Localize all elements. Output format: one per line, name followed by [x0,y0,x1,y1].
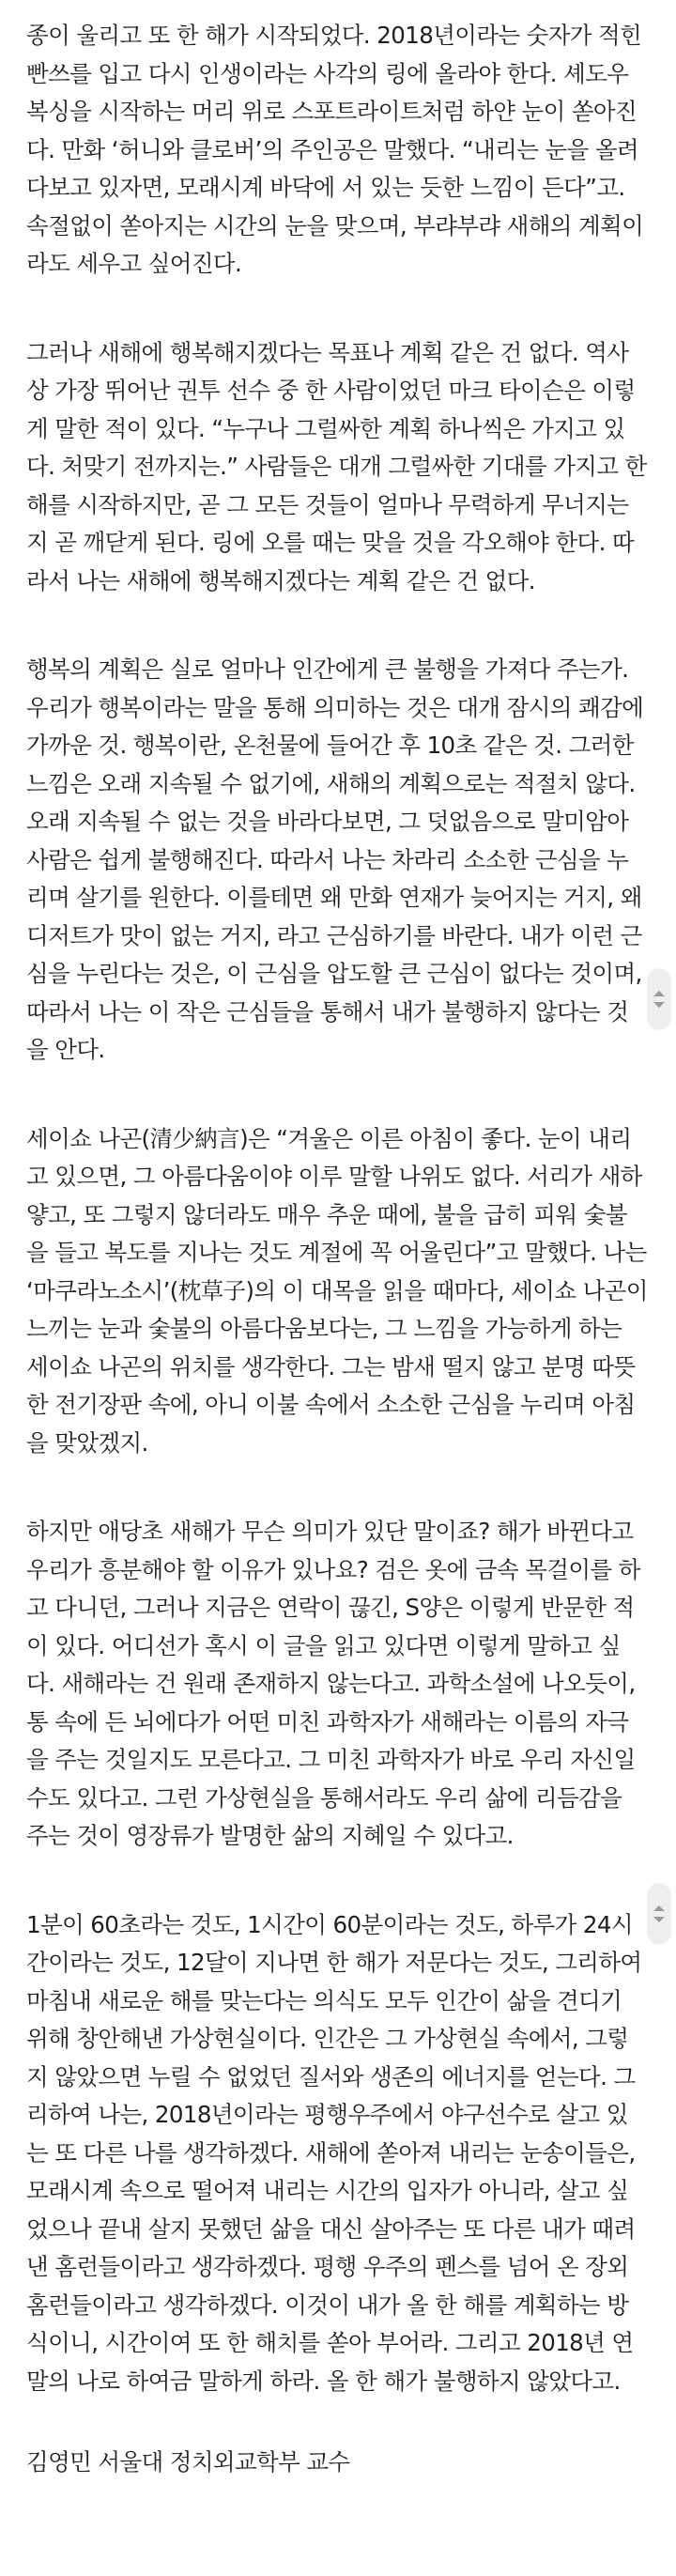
chevron-down-icon [653,1002,665,1008]
author-byline: 김영민 서울대 정치외교학부 교수 [26,2448,350,2476]
paragraph-2: 그러나 새해에 행복해지겠다는 목표나 계획 같은 건 없다. 역사상 가장 뛰어난 권투 선수 중 한 사람이었던 마크 타이슨은 이렇게 말한 적이 있다. “누구나 그럴싸한 계획 하나씩은 가지고 있다. 처맞기 전까지는.” 사람들은 대개 그럴싸한 기대를 가지고 한 해를 시작하지만, 곧 그 모든 것들이 얼마나 무력하게 무너지는지 곧 깨닫게 된다. 링에 오를 때는 맞을 것을 각오해야 한다. 따라서 나는 새해에 행복해지겠다는 계획 같은 건 없다. [26,338,647,594]
paragraph-5: 하지만 애당초 새해가 무슨 의미가 있단 말이죠? 해가 바뀐다고 우리가 흥분해야 할 이유가 있나요? 검은 옷에 금속 목걸이를 하고 다니던, 그러나 지금은 연락이 끊긴, S양은 이렇게 반문한 적이 있다. 어디선가 혹시 이 글을 읽고 있다면 이렇게 말하고 싶다. 새해라는 건 원래 존재하지 않는다고. 과학소설에 나오듯이, 통 속에 든 뇌에다가 어떤 미친 과학자가 새해라는 이름의 자극을 주는 것일지도 모른다고. 그 미친 과학자가 바로 우리 자신일 수도 있다고. 그런 가상현실을 통해서라도 우리 삶에 리듬감을 주는 것이 영장류가 발명한 삶의 지혜일 수 있다고. [26,1518,640,1849]
chevron-up-icon [653,1905,665,1911]
scroll-handle-icon[interactable] [648,1884,670,1944]
chevron-down-icon [653,1917,665,1922]
paragraph-4: 세이쇼 나곤(清少納言)은 “겨울은 이른 아침이 좋다. 눈이 내리고 있으면, 그 아름다움이야 이루 말할 나위도 없다. 서리가 새하얗고, 또 그렇지 않더라도 매우 추운 때에, 불을 급히 피워 숯불을 들고 복도를 지나는 것도 계절에 꼭 어울린다”고 말했다. 나는 ‘마쿠라노소시’(枕草子)의 이 대목을 읽을 때마다, 세이쇼 나곤이 느끼는 눈과 숯불의 아름다움보다는, 그 느낌을 가능하게 하는 세이쇼 나곤의 위치를 생각한다. 그는 밤새 떨지 않고 분명 따뜻한 전기장판 속에, 아니 이불 속에서 소소한 근심을 누리며 아침을 맞았겠지. [26,1124,648,1457]
paragraph-3: 행복의 계획은 실로 얼마나 인간에게 큰 불행을 가져다 주는가. 우리가 행복이라는 말을 통해 의미하는 것은 대개 잠시의 쾌감에 가까운 것. 행복이란, 온천물에 들어간 후 10초 같은 것. 그러한 느낌은 오래 지속될 수 없기에, 새해의 계획으로는 적절치 않다. 오래 지속될 수 없는 것을 바라다보면, 그 덧없음으로 말미암아 사람은 쉽게 불행해진다. 따라서 나는 차라리 소소한 근심을 누리며 살기를 원한다. 이를테면 왜 만화 연재가 늦어지는 거지, 왜 디저트가 맛이 없는 거지, 라고 근심하기를 바란다. 내가 이런 근심을 누린다는 것은, 이 근심을 압도할 큰 근심이 없다는 것이며, 따라서 나는 이 작은 근심들을 통해서 내가 불행하지 않다는 것을 안다. [26,656,644,1063]
article [26,17,648,2482]
paragraph-6: 1분이 60초라는 것도, 1시간이 60분이라는 것도, 하루가 24시간이라는 것도, 12달이 지나면 한 해가 저문다는 것도, 그리하여 마침내 새로운 해를 맞는다는 의식도 모두 인간이 삶을 견디기 위해 창안해낸 가상현실이다. 인간은 그 가상현실 속에서, 그렇지 않았으면 누릴 수 없었던 질서와 생존의 에너지를 얻는다. 그리하여 나는, 2018년이라는 평행우주에서 야구선수로 살고 있는 또 다른 나를 생각하겠다. 새해에 쏟아져 내리는 눈송이들은, 모래시계 속으로 떨어져 내리는 시간의 입자가 아니라, 살고 싶었으나 끝내 살지 못했던 삶을 대신 살아주는 또 다른 내가 때려 낸 홈런들이라고 생각하겠다. 평행 우주의 펜스를 넘어 온 장외 홈런들이라고 생각하겠다. 이것이 내가 올 한 해를 계획하는 방식이니, 시간이여 또 한 해치를 쏟아 부어라. 그리고 2018년 연말의 나로 하여금 말하게 하라. 올 한 해가 불행하지 않았다고. [26,1910,642,2395]
scroll-handle-icon[interactable] [648,969,670,1029]
chevron-up-icon [653,991,665,996]
paragraph-1: 종이 울리고 또 한 해가 시작되었다. 2018년이라는 숫자가 적힌 빤쓰를 입고 다시 인생이라는 사각의 링에 올라야 한다. 셰도우 복싱을 시작하는 머리 위로 스포트라이트처럼 하얀 눈이 쏟아진다. 만화 ‘허니와 클로버’의 주인공은 말했다. “내리는 눈을 올려다보고 있자면, 모래시계 바닥에 서 있는 듯한 느낌이 든다”고. 속절없이 쏟아지는 시간의 눈을 맞으며, 부랴부랴 새해의 계획이라도 세우고 싶어진다. [26,22,644,277]
